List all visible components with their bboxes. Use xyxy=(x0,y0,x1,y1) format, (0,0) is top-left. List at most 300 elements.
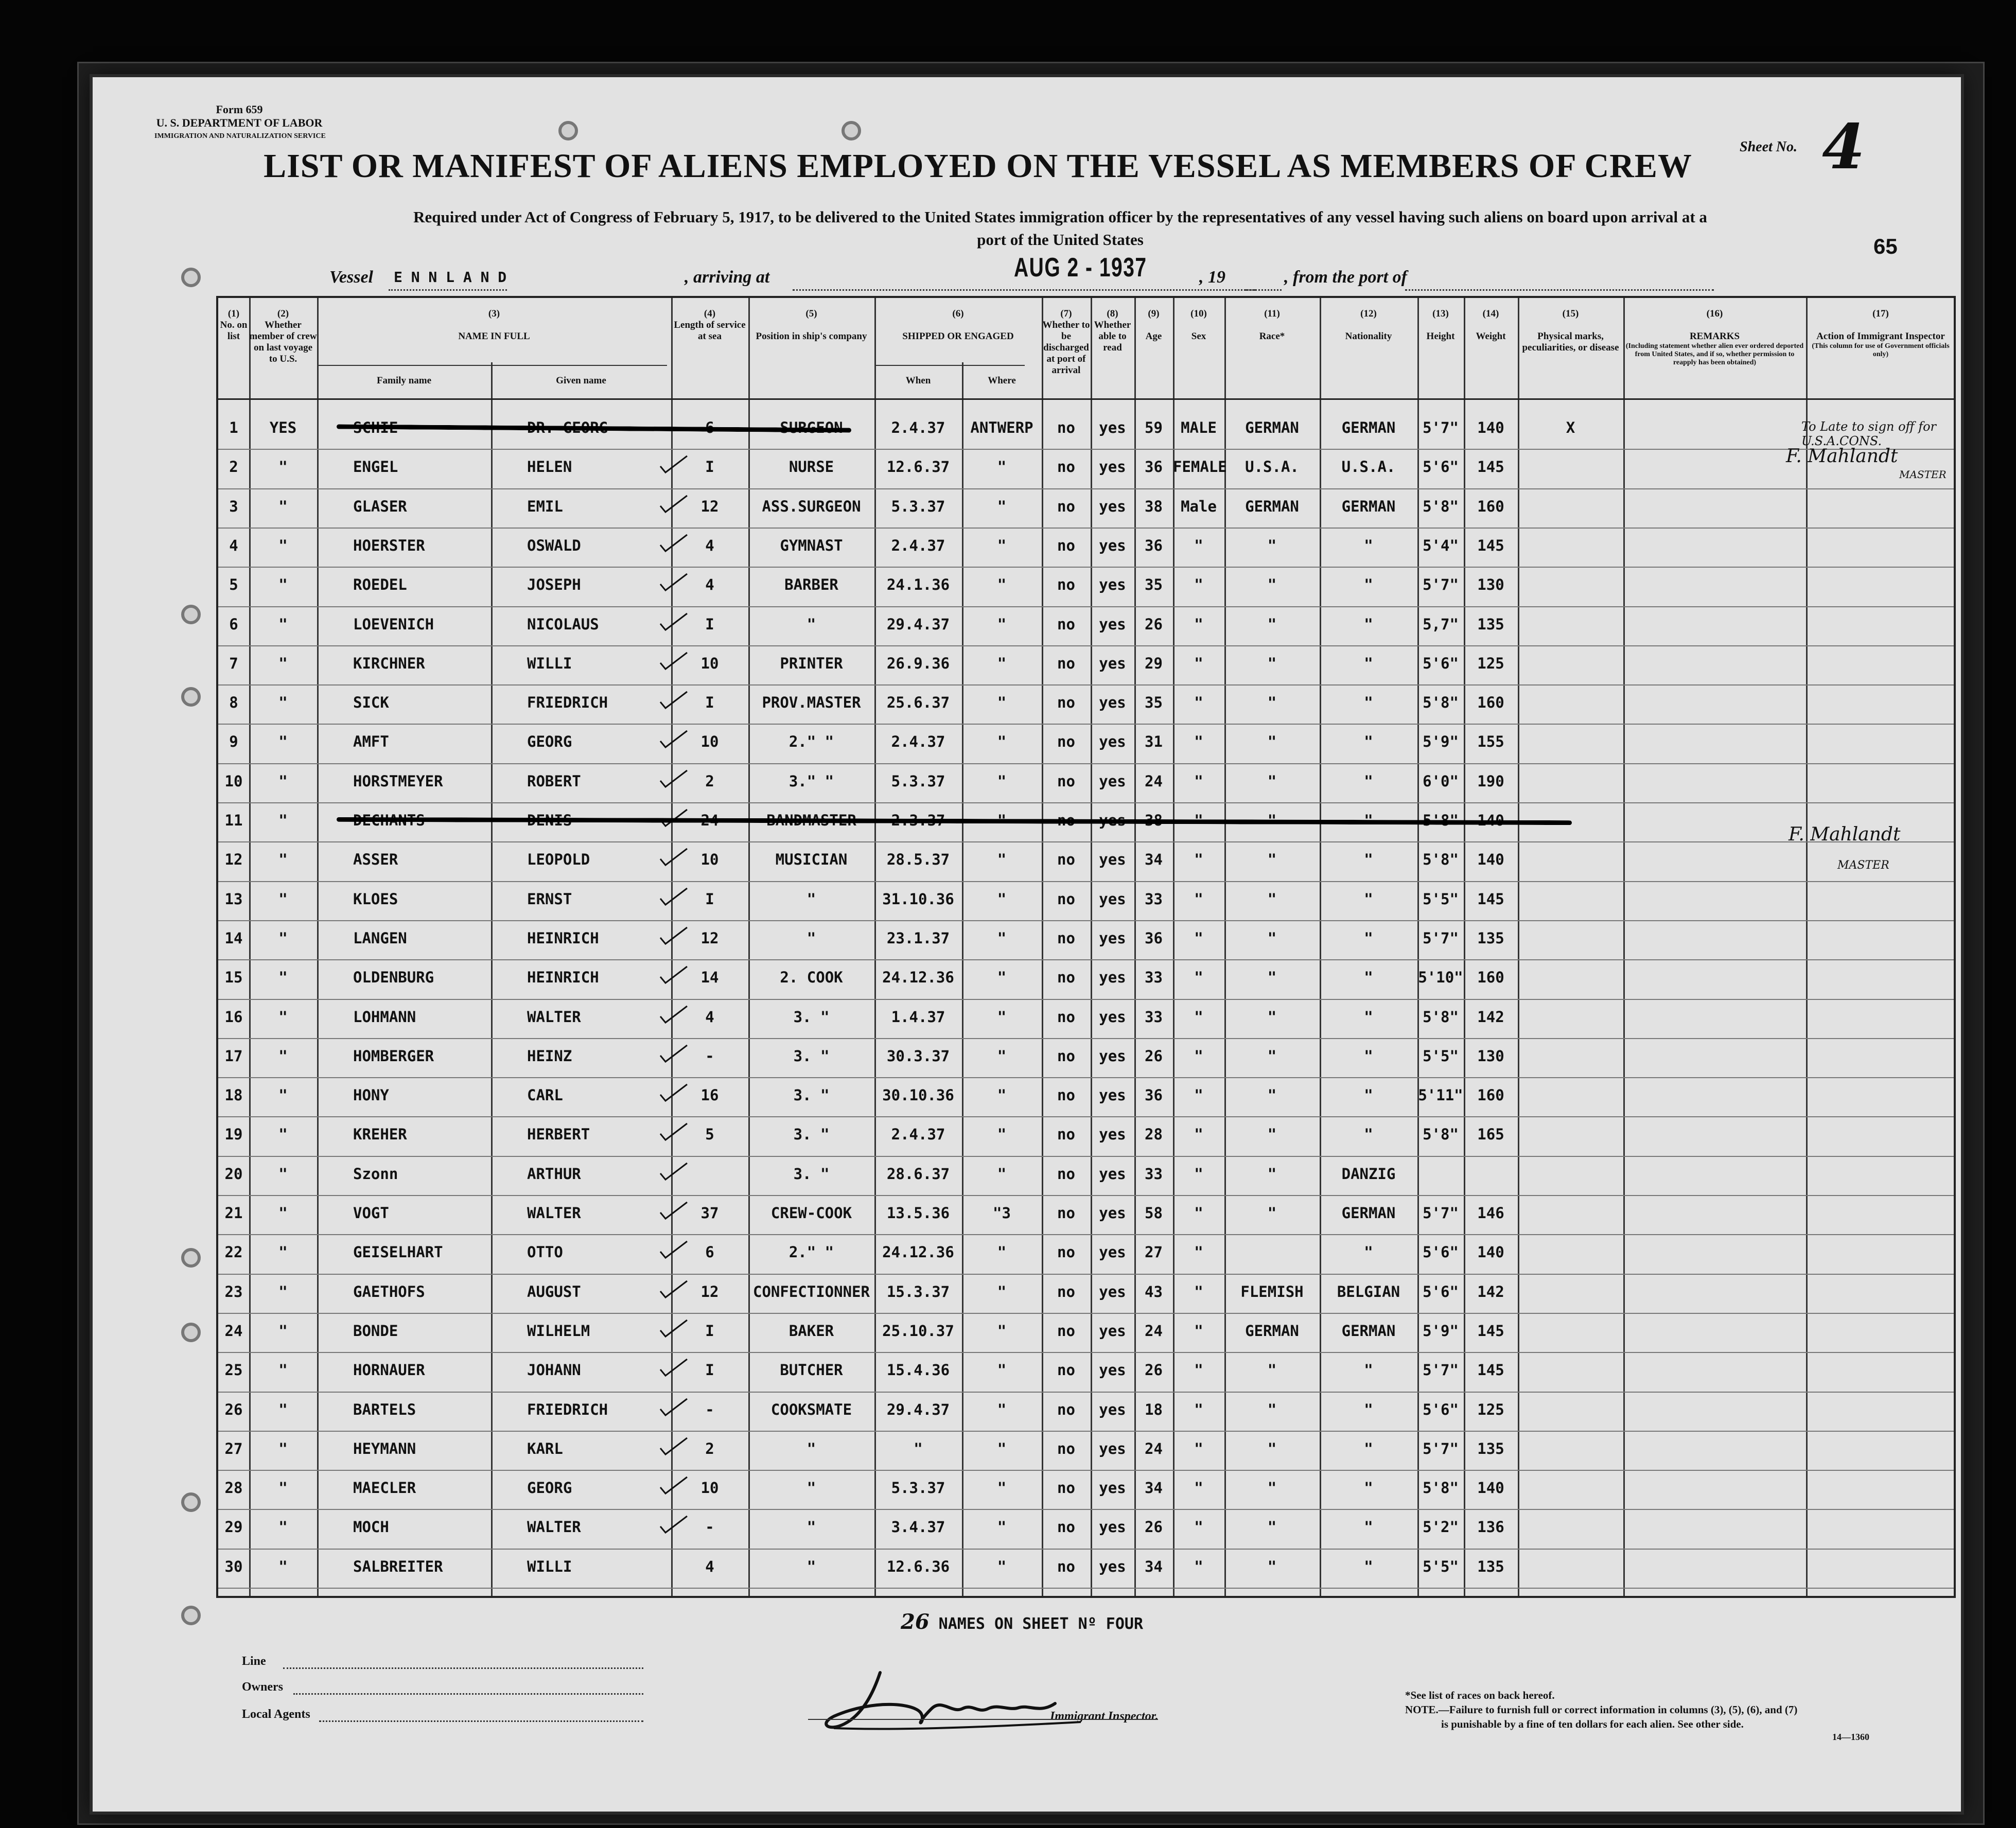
punch-hole xyxy=(181,687,201,707)
cell-height: 5'7" xyxy=(1423,1361,1459,1379)
cell-family: KREHER xyxy=(353,1126,407,1144)
cell-age: 34 xyxy=(1145,851,1163,869)
cell-when: 5.3.37 xyxy=(891,497,945,515)
cell-read: yes xyxy=(1099,419,1126,436)
cell-read: yes xyxy=(1099,1047,1126,1065)
cell-given: EMIL xyxy=(527,497,563,515)
row-rule xyxy=(218,528,1954,529)
cell-age: 29 xyxy=(1145,654,1163,672)
cell-disch: no xyxy=(1057,772,1075,790)
cell-position: 3." " xyxy=(788,772,834,790)
cell-where: " xyxy=(997,1047,1007,1065)
cell-where: " xyxy=(997,1518,1007,1536)
cell-weight: 130 xyxy=(1477,576,1504,594)
row-rule xyxy=(218,1509,1954,1510)
cell-when: 5.3.37 xyxy=(891,1479,945,1497)
cell-race: " xyxy=(1267,1557,1277,1575)
cell-disch: no xyxy=(1057,733,1075,751)
cell-given: HEINZ xyxy=(527,1047,572,1065)
cell-given: ERNST xyxy=(527,890,572,908)
cell-no: 19 xyxy=(224,1126,243,1144)
cell-read: yes xyxy=(1099,654,1126,672)
cell-race: " xyxy=(1267,812,1277,829)
cell-race: " xyxy=(1267,536,1277,554)
check-mark-icon xyxy=(658,1436,689,1456)
cell-height: 6'0" xyxy=(1423,772,1459,790)
cell-when: 12.6.37 xyxy=(886,458,950,476)
cell-marks: X xyxy=(1566,419,1575,436)
cell-when: 1.4.37 xyxy=(891,1008,945,1026)
cell-no: 25 xyxy=(224,1361,243,1379)
cell-age: 34 xyxy=(1145,1479,1163,1497)
cell-given: AUGUST xyxy=(527,1282,581,1300)
cell-height: 5'2" xyxy=(1423,1518,1459,1536)
cell-family: HOERSTER xyxy=(353,536,425,554)
cell-service: 2 xyxy=(705,1439,714,1457)
row-rule xyxy=(218,1392,1954,1393)
cell-disch: no xyxy=(1057,1165,1075,1183)
check-mark-icon xyxy=(658,925,689,946)
cell-age: 43 xyxy=(1145,1282,1163,1300)
cell-crew: " xyxy=(278,1361,288,1379)
cell-when: 15.3.37 xyxy=(886,1282,950,1300)
cell-height: 5'7" xyxy=(1423,929,1459,947)
cell-given: WILLI xyxy=(527,654,572,672)
row-rule xyxy=(218,763,1954,764)
cell-given: CARL xyxy=(527,1086,563,1104)
cell-given: WALTER xyxy=(527,1518,581,1536)
column-header: (17) Action of Immigrant Inspector (This column for use of Government officials only) xyxy=(1806,308,1955,359)
cell-sex: " xyxy=(1194,1439,1203,1457)
cell-service: I xyxy=(705,694,714,712)
cell-age: 33 xyxy=(1145,890,1163,908)
cell-where: " xyxy=(997,1126,1007,1144)
given-name-header: Given name xyxy=(556,375,606,386)
cell-when: 25.10.37 xyxy=(882,1322,954,1340)
cell-disch: no xyxy=(1057,1557,1075,1575)
cell-position: 3. " xyxy=(793,1086,830,1104)
names-on-sheet xyxy=(901,1610,1143,1634)
cell-age: 38 xyxy=(1145,497,1163,515)
cell-where: " xyxy=(997,576,1007,594)
action-note: (This column for use of Government officials only) xyxy=(1812,342,1950,358)
cell-age: 26 xyxy=(1145,1047,1163,1065)
column-header: (16) REMARKS (Including statement whether alien ever ordered deported from United States, and if so, whether permission to reapply has been obtained) xyxy=(1623,308,1806,367)
row-rule xyxy=(218,567,1954,568)
cell-crew: " xyxy=(278,1126,288,1144)
arriving-label: , arriving at xyxy=(685,268,770,287)
from-port-label: , from the port of xyxy=(1284,268,1407,287)
cell-nat: " xyxy=(1364,1439,1373,1457)
cell-nat: U.S.A. xyxy=(1341,458,1396,476)
cell-weight: 135 xyxy=(1477,1557,1504,1575)
cell-nat: " xyxy=(1364,694,1373,712)
check-mark-icon xyxy=(658,768,689,789)
cell-sex: " xyxy=(1194,1126,1203,1144)
cell-crew: " xyxy=(278,772,288,790)
cell-disch: no xyxy=(1057,615,1075,633)
column-header: (6) SHIPPED OR ENGAGED xyxy=(902,308,1014,342)
cell-service: I xyxy=(705,458,714,476)
cell-given: WALTER xyxy=(527,1008,581,1026)
cell-disch: no xyxy=(1057,458,1075,476)
cell-where: " xyxy=(997,733,1007,751)
cell-nat: GERMAN xyxy=(1341,1322,1396,1340)
cell-weight: 140 xyxy=(1477,1243,1504,1261)
check-mark-icon xyxy=(658,847,689,867)
cell-no: 10 xyxy=(224,772,243,790)
cell-height: 5'8" xyxy=(1423,694,1459,712)
cell-no: 1 xyxy=(229,419,238,436)
cell-disch: no xyxy=(1057,1322,1075,1340)
cell-when: 29.4.37 xyxy=(886,615,950,633)
cell-read: yes xyxy=(1099,733,1126,751)
punch-hole xyxy=(181,1606,201,1625)
cell-when: 2.4.37 xyxy=(891,733,945,751)
cell-when: 30.3.37 xyxy=(886,1047,950,1065)
cell-crew: " xyxy=(278,615,288,633)
cell-race: " xyxy=(1267,1439,1277,1457)
cell-family: VOGT xyxy=(353,1204,389,1222)
subtitle-line-2: port of the United States xyxy=(977,231,1144,249)
cell-weight: 140 xyxy=(1477,812,1504,829)
cell-read: yes xyxy=(1099,576,1126,594)
cell-read: yes xyxy=(1099,1400,1126,1418)
cell-given: HEINRICH xyxy=(527,969,599,987)
cell-family: GLASER xyxy=(353,497,407,515)
inspector-label: Immigrant Inspector. xyxy=(1050,1710,1159,1723)
cell-read: yes xyxy=(1099,1439,1126,1457)
cell-sex: " xyxy=(1194,694,1203,712)
cell-sex: " xyxy=(1194,1518,1203,1536)
row-rule xyxy=(218,449,1954,450)
cell-position: NURSE xyxy=(788,458,834,476)
cell-no: 17 xyxy=(224,1047,243,1065)
names-count-handwritten: 26 xyxy=(901,1610,930,1634)
row1-remark-title: MASTER xyxy=(1899,468,1947,481)
cell-given: GEORG xyxy=(527,733,572,751)
cell-age: 59 xyxy=(1145,419,1163,436)
cell-read: yes xyxy=(1099,1557,1126,1575)
when-header: When xyxy=(905,375,931,386)
cell-nat: " xyxy=(1364,929,1373,947)
cell-age: 24 xyxy=(1145,1439,1163,1457)
vessel-name: E N N L A N D xyxy=(394,269,507,286)
cell-nat: GERMAN xyxy=(1341,1204,1396,1222)
cell-when: 24.12.36 xyxy=(882,1243,954,1261)
family-name-header: Family name xyxy=(376,375,432,386)
cell-crew: " xyxy=(278,1086,288,1104)
cell-given: FRIEDRICH xyxy=(527,694,608,712)
cell-height: 5'5" xyxy=(1423,890,1459,908)
cell-when: 12.6.36 xyxy=(886,1557,950,1575)
cell-disch: no xyxy=(1057,1126,1075,1144)
cell-height: 5'8" xyxy=(1423,1479,1459,1497)
cell-family: ASSER xyxy=(353,851,398,869)
cell-disch: no xyxy=(1057,969,1075,987)
cell-given: ARTHUR xyxy=(527,1165,581,1183)
cell-given: FRIEDRICH xyxy=(527,1400,608,1418)
cell-height: 5'10" xyxy=(1418,969,1463,987)
cell-race: " xyxy=(1267,654,1277,672)
cell-read: yes xyxy=(1099,969,1126,987)
cell-no: 26 xyxy=(224,1400,243,1418)
cell-disch: no xyxy=(1057,654,1075,672)
cell-weight: 160 xyxy=(1477,1086,1504,1104)
cell-service: 10 xyxy=(700,733,719,751)
cell-family: OLDENBURG xyxy=(353,969,434,987)
cell-read: yes xyxy=(1099,694,1126,712)
cell-position: PROV.MASTER xyxy=(762,694,861,712)
cell-no: 24 xyxy=(224,1322,243,1340)
cell-no: 5 xyxy=(229,576,238,594)
cell-race: " xyxy=(1267,694,1277,712)
cell-position: GYMNAST xyxy=(780,536,843,554)
cell-position: BUTCHER xyxy=(780,1361,843,1379)
cell-nat: " xyxy=(1364,615,1373,633)
cell-when: 24.12.36 xyxy=(882,969,954,987)
cell-age: 35 xyxy=(1145,576,1163,594)
cell-service: 16 xyxy=(700,1086,719,1104)
cell-where: " xyxy=(997,615,1007,633)
remarks-note: (Including statement whether alien ever ordered deported from United States, and if so, whether permission to reapply has been obtained) xyxy=(1625,342,1804,366)
cell-position: 2." " xyxy=(788,733,834,751)
cell-service: 4 xyxy=(705,1008,714,1026)
cell-no: 30 xyxy=(224,1557,243,1575)
cell-position: " xyxy=(807,890,816,908)
check-mark-icon xyxy=(658,964,689,985)
punch-hole xyxy=(181,268,201,287)
cell-height: 5'7" xyxy=(1423,419,1459,436)
cell-disch: no xyxy=(1057,890,1075,908)
cell-race: " xyxy=(1267,1361,1277,1379)
check-mark-icon xyxy=(658,729,689,749)
cell-service: 24 xyxy=(700,812,719,829)
cell-disch: no xyxy=(1057,929,1075,947)
cell-given: HEINRICH xyxy=(527,929,599,947)
cell-age: 24 xyxy=(1145,772,1163,790)
row-rule xyxy=(218,1313,1954,1314)
cell-position: 3. " xyxy=(793,1126,830,1144)
cell-family: BARTELS xyxy=(353,1400,416,1418)
cell-position: PRINTER xyxy=(780,654,843,672)
row-rule xyxy=(218,684,1954,686)
cell-position: " xyxy=(807,1439,816,1457)
cell-crew: " xyxy=(278,1008,288,1026)
cell-no: 15 xyxy=(224,969,243,987)
cell-race: " xyxy=(1267,969,1277,987)
form-number: Form 659 xyxy=(216,103,263,116)
cell-age: 38 xyxy=(1145,812,1163,829)
cell-no: 21 xyxy=(224,1204,243,1222)
cell-position: MUSICIAN xyxy=(775,851,848,869)
cell-when: 29.4.37 xyxy=(886,1400,950,1418)
cell-where: " xyxy=(997,929,1007,947)
cell-nat: " xyxy=(1364,1557,1373,1575)
row-rule xyxy=(218,1274,1954,1275)
cell-where: " xyxy=(997,890,1007,908)
cell-read: yes xyxy=(1099,1243,1126,1261)
form-code: 14—1360 xyxy=(1832,1732,1869,1742)
cell-where: " xyxy=(997,1361,1007,1379)
column-header: (10) Sex xyxy=(1190,308,1207,342)
cell-nat: " xyxy=(1364,536,1373,554)
cell-weight: 160 xyxy=(1477,694,1504,712)
cell-where: "3 xyxy=(993,1204,1011,1222)
cell-when: 15.4.36 xyxy=(886,1361,950,1379)
cell-disch: no xyxy=(1057,812,1075,829)
cell-sex: " xyxy=(1194,1047,1203,1065)
cell-service: 4 xyxy=(705,1557,714,1575)
cell-given: WILHELM xyxy=(527,1322,590,1340)
cell-crew: " xyxy=(278,1439,288,1457)
cell-nat: " xyxy=(1364,969,1373,987)
cell-disch: no xyxy=(1057,694,1075,712)
department-name: U. S. DEPARTMENT OF LABOR xyxy=(156,116,323,129)
check-mark-icon xyxy=(658,1200,689,1221)
cell-family: SALBREITER xyxy=(353,1557,443,1575)
cell-read: yes xyxy=(1099,1126,1126,1144)
cell-age: 58 xyxy=(1145,1204,1163,1222)
check-mark-icon xyxy=(658,1397,689,1417)
cell-where: " xyxy=(997,1243,1007,1261)
cell-where: " xyxy=(997,694,1007,712)
row-rule xyxy=(218,724,1954,725)
names-on-sheet-text: NAMES ON SHEET Nº FOUR xyxy=(938,1615,1144,1633)
crew-manifest-table xyxy=(216,296,1956,1598)
cell-disch: no xyxy=(1057,1008,1075,1026)
cell-nat: " xyxy=(1364,812,1373,829)
check-mark-icon xyxy=(658,572,689,592)
check-mark-icon xyxy=(658,533,689,553)
cell-family: SCHIE xyxy=(353,419,398,436)
cell-sex: " xyxy=(1194,812,1203,829)
cell-given: JOSEPH xyxy=(527,576,581,594)
cell-height: 5'9" xyxy=(1423,1322,1459,1340)
cell-when: 23.1.37 xyxy=(886,929,950,947)
cell-height: 5'6" xyxy=(1423,1243,1459,1261)
cell-where: " xyxy=(997,812,1007,829)
cell-nat: " xyxy=(1364,1361,1373,1379)
check-mark-icon xyxy=(658,1082,689,1103)
cell-weight: 140 xyxy=(1477,1479,1504,1497)
cell-read: yes xyxy=(1099,1086,1126,1104)
cell-position: CREW-COOK xyxy=(770,1204,852,1222)
cell-when: 2.3.37 xyxy=(891,812,945,829)
cell-position: 2. COOK xyxy=(780,969,843,987)
cell-nat: " xyxy=(1364,1047,1373,1065)
check-mark-icon xyxy=(658,1239,689,1260)
check-mark-icon xyxy=(658,886,689,907)
cell-position: COOKSMATE xyxy=(770,1400,852,1418)
cell-disch: no xyxy=(1057,1400,1075,1418)
cell-family: BONDE xyxy=(353,1322,398,1340)
cell-race: GERMAN xyxy=(1245,497,1299,515)
cell-race: " xyxy=(1267,1126,1277,1144)
cell-height: 5'5" xyxy=(1423,1557,1459,1575)
cell-family: HONY xyxy=(353,1086,389,1104)
row-rule xyxy=(218,1470,1954,1471)
cell-nat: " xyxy=(1364,1400,1373,1418)
cell-sex: " xyxy=(1194,772,1203,790)
punch-hole xyxy=(842,121,861,140)
cell-family: LOEVENICH xyxy=(353,615,434,633)
cell-family: LANGEN xyxy=(353,929,407,947)
cell-sex: " xyxy=(1194,1557,1203,1575)
cell-when: 24.1.36 xyxy=(886,576,950,594)
footnotes xyxy=(1405,1688,1797,1731)
cell-race: " xyxy=(1267,1204,1277,1222)
cell-where: " xyxy=(997,536,1007,554)
row-rule xyxy=(218,1038,1954,1039)
cell-height: 5'7" xyxy=(1423,1439,1459,1457)
cell-family: AMFT xyxy=(353,733,389,751)
cell-where: " xyxy=(997,497,1007,515)
cell-sex: " xyxy=(1194,851,1203,869)
cell-given: KARL xyxy=(527,1439,563,1457)
cell-given: DENIS xyxy=(527,812,572,829)
cell-where: " xyxy=(997,1479,1007,1497)
cell-given: JOHANN xyxy=(527,1361,581,1379)
cell-crew: " xyxy=(278,1047,288,1065)
cell-no: 8 xyxy=(229,694,238,712)
cell-disch: no xyxy=(1057,1361,1075,1379)
cell-no: 9 xyxy=(229,733,238,751)
cell-family: HEYMANN xyxy=(353,1439,416,1457)
cell-crew: " xyxy=(278,929,288,947)
row-rule xyxy=(218,488,1954,489)
cell-position: CONFECTIONNER xyxy=(753,1282,870,1300)
cell-disch: no xyxy=(1057,536,1075,554)
column-header: (2) Whether member of crew on last voyage to U.S. xyxy=(249,308,317,364)
cell-family: HORNAUER xyxy=(353,1361,425,1379)
cell-service: 5 xyxy=(705,1126,714,1144)
cell-service: 10 xyxy=(700,654,719,672)
cell-crew: " xyxy=(278,733,288,751)
cell-height: 5'7" xyxy=(1423,576,1459,594)
cell-position: ASS.SURGEON xyxy=(762,497,861,515)
cell-given: ROBERT xyxy=(527,772,581,790)
cell-where: " xyxy=(997,1322,1007,1340)
cell-height: 5'4" xyxy=(1423,536,1459,554)
cell-height: 5'8" xyxy=(1423,1126,1459,1144)
cell-when: 13.5.36 xyxy=(886,1204,950,1222)
cell-sex: " xyxy=(1194,536,1203,554)
column-header: (11) Race* xyxy=(1259,308,1285,342)
row-rule xyxy=(218,1195,1954,1196)
cell-race: GERMAN xyxy=(1245,1322,1299,1340)
cell-disch: no xyxy=(1057,419,1075,436)
cell-family: DECHANTS xyxy=(353,812,425,829)
row-rule xyxy=(218,1588,1954,1589)
cell-given: WALTER xyxy=(527,1204,581,1222)
check-mark-icon xyxy=(658,494,689,514)
cell-no: 2 xyxy=(229,458,238,476)
punch-hole xyxy=(181,1248,201,1268)
cell-position: " xyxy=(807,929,816,947)
cell-weight: 130 xyxy=(1477,1047,1504,1065)
cell-position: " xyxy=(807,615,816,633)
cell-position: " xyxy=(807,1518,816,1536)
cell-read: yes xyxy=(1099,851,1126,869)
cell-no: 6 xyxy=(229,615,238,633)
cell-position: BARBER xyxy=(784,576,838,594)
cell-age: 36 xyxy=(1145,1086,1163,1104)
cell-where: " xyxy=(997,458,1007,476)
cell-where: " xyxy=(997,1557,1007,1575)
cell-where: ANTWERP xyxy=(970,419,1033,436)
owners-label: Owners xyxy=(242,1680,283,1694)
